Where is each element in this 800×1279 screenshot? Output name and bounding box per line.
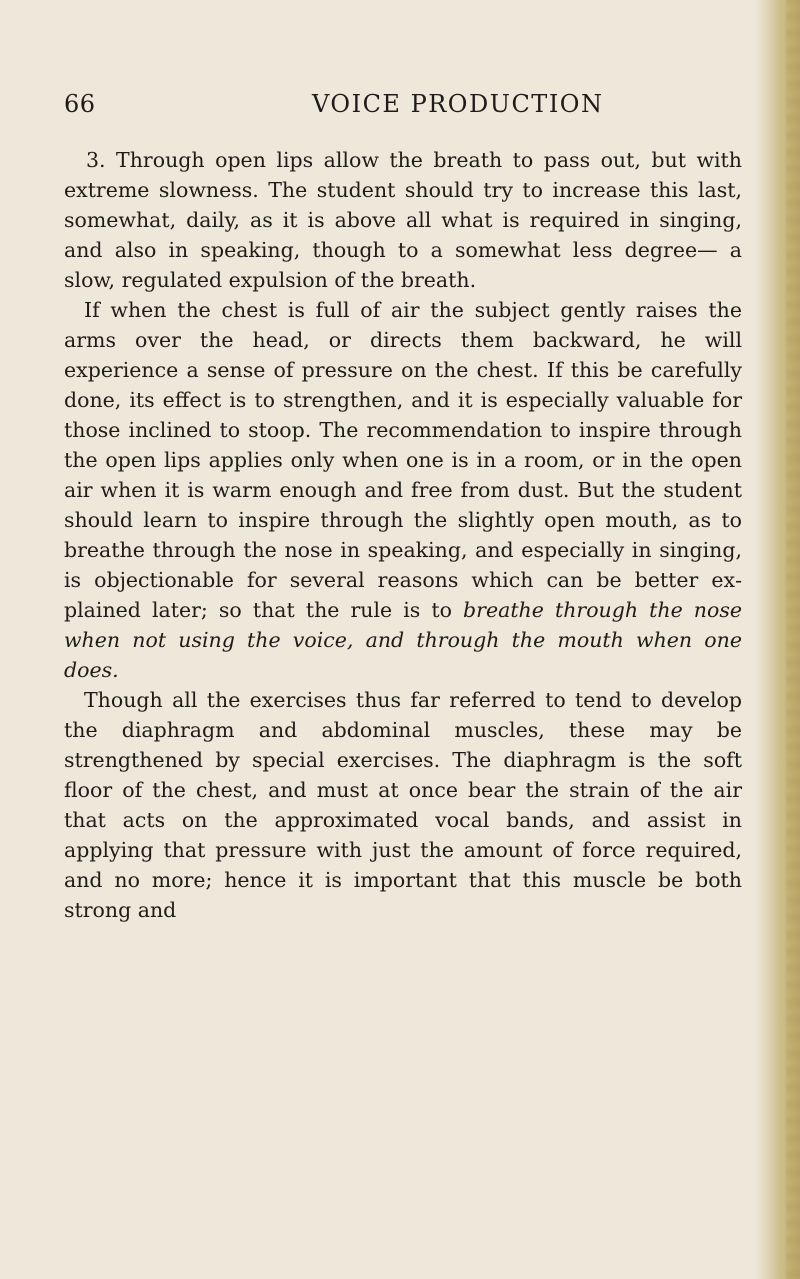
page-edge-texture [786, 0, 800, 1279]
paragraph-2-italic-rule: breathe through the nose when not using the voice, and through the mouth when one does. [64, 598, 742, 682]
paragraph-2 [64, 295, 742, 685]
paragraph-3: Though all the exercises thus far referred to tend to develop the diaphragm and abdominal muscles, these may be strengthened by special exercises. The diaphragm is the soft floor of the chest, and must at once bear the strain of the air that acts on the approximated vocal bands, and assist in applying that pressure with just the amount of force required, and no more; hence it is important that this muscle be both strong and [64, 688, 742, 922]
page-header [64, 90, 742, 124]
running-title: VOICE PRODUCTION [312, 90, 604, 118]
paragraph-1: 3. Through open lips allow the breath to pass out, but with extreme slowness. The student should try to increase this last, somewhat, daily, as it is above all what is required in singing, and also in speaking, though to a somewhat less degree— a slow, regulated expulsion of the breath. [64, 148, 742, 292]
paragraph-2-text: If when the chest is full of air the subject gently raises the arms over the head, or directs them backward, he will experience a sense of pressure on the chest. If this be carefully done, its effect is to strengthen, and it is especially valuable for those inclined to stoop. The recommendation to inspire through the open lips applies only when one is in a room, or in the open air when it is warm enough and free from dust. But the student should learn to inspire through the slightly open mouth, as to breathe through the nose in speaking, and especially in singing, is objectionable for several reasons which can be better explained later; so that the rule is to [64, 298, 742, 622]
body-text [64, 145, 742, 925]
page-number: 66 [64, 90, 96, 118]
